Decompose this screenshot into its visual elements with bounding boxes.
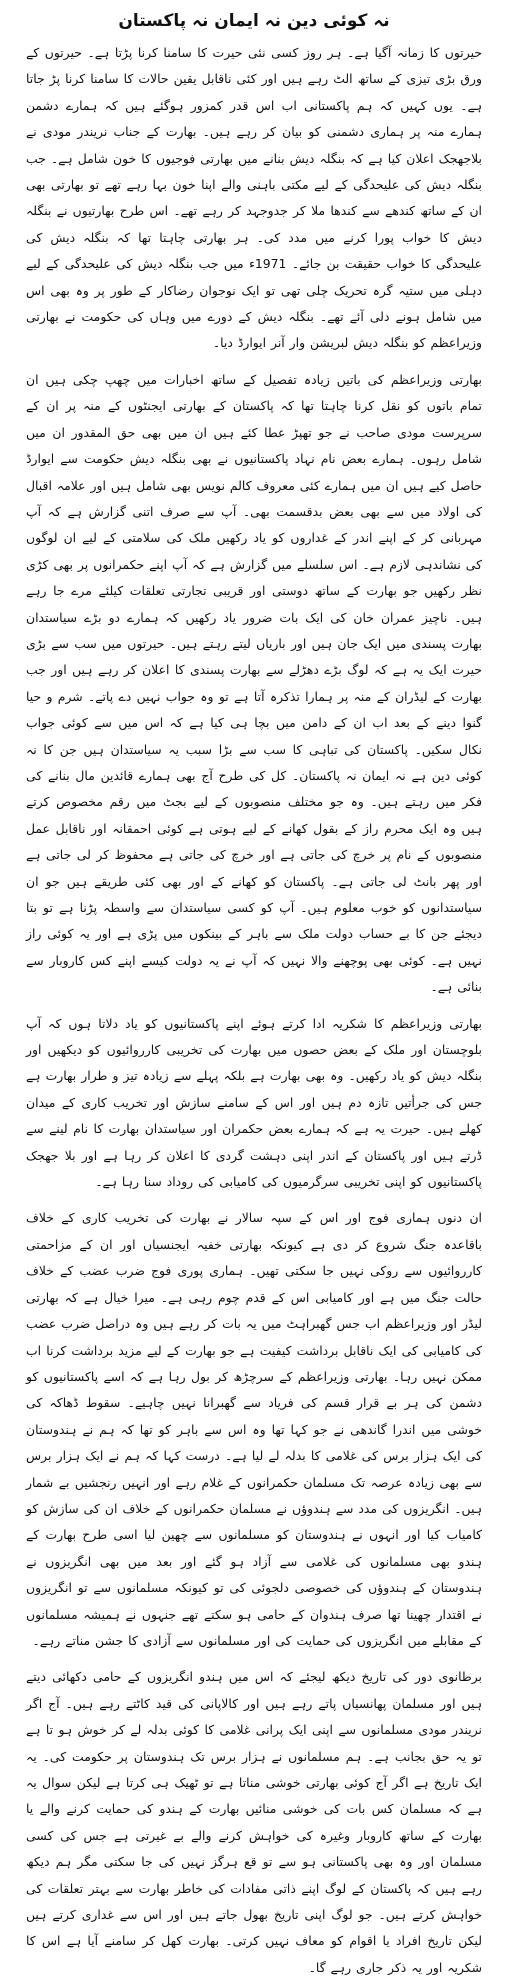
- article-paragraph-5: برطانوی دور کی تاریخ دیکھ لیجئے کہ اس میں ہندو انگریزوں کے حامی دکھائی دیتے ہیں اور مسلمان پھانسیاں پاتے رہے ہیں اور کالاپانی کی قید کاٹتے رہے ہیں۔ آج اگر نریندر مودی مسلمانوں سے اپنی ایک پرانی غلامی کا کوئی بدلہ لے کر خوش ہو تا ہے تو یہ حق بجانب ہے۔ ہم مسلمانوں نے ہزار برس تک ہندوستان پر حکومت کی۔ یہ ایک تاریخ ہے اگر آج کوئی بھارتی خوشی مناتا ہے تو ٹھیک ہی کرتا ہے لیکن سوال یہ ہے کہ مسلمان کس بات کی خوشی منائیں بھارت کے ہندو کی حمایت کرنے والے یا بھارت کے ساتھ کاروبار وغیرہ کی خواہش کرنے والے بے غیرتی ہے جس کی کسی مسلمان اور وہ بھی پاکستانی ہو سے تو قع ہرگز نہیں کی جا سکتی مگر ہم دیکھ رہے ہیں کہ پاکستان کے لوگ اپنے ذاتی مفادات کی خاطر بھارت سے بہتر تعلقات کی خواہش کرتے ہیں۔ جو لوگ اپنی تاریخ بھول جاتے ہیں اور اس سے غداری کرتے ہیں لیکن تاریخ افراد یا اقوام کو معاف نہیں کرتی۔ بھارت کھل کر سامنے آیا ہے اس کا شکریہ اور یہ ذکر جاری رہے گا۔: [26, 1669, 482, 1975]
- article-paragraph-1: حیرتوں کا زمانہ آگیا ہے۔ ہر روز کسی نئی حیرت کا سامنا کرنا پڑتا ہے۔ حیرتوں کے ورق بڑی تیزی کے ساتھ الٹ رہے ہیں اور کئی ناقابل یقین حالات کا سامنا کرنا پڑ جاتا ہے۔ یوں کہیں کہ ہم پاکستانی اب اس قدر کمزور ہوگئے ہیں کہ ہمارے دشمن ہمارے منہ پر ہماری دشمنی کو بیان کر رہے ہیں۔ بھارت کے جناب نریندر مودی نے بلاجھجک اعلان کیا ہے کہ بنگلہ دیش بنانے میں بھارتی فوجیوں کا خون شامل ہے۔ جب بنگلہ دیش کی علیحدگی کے لیے مکتی باہنی والے اپنا خون بہا رہے تھے تو بھارتی بھی ان کے ساتھ کندھے سے کندھا ملا کر جدوجہد کر رہے تھے۔ اس طرح بھارتیوں نے بنگلہ دیش کا خواب پورا کرنے میں مدد کی۔ ہر بھارتی چاہتا تھا کہ بنگلہ دیش کی علیحدگی کا خواب حقیقت بن جائے۔ 1971ء میں جب بنگلہ دیش کی علیحدگی کے لیے دہلی میں ستیہ گرہ تحریک چلی تھی تو ایک نوجوان رضاکار کے طور پر وہ بھی اس میں شامل ہونے دلی آئے تھے۔ بنگلہ دیش کے دورے میں وہاں کی حکومت نے بھارتی وزیراعظم کو بنگلہ دیش لبریشن وار آنر ایوارڈ دیا۔: [26, 45, 482, 351]
- article-body: [26, 40, 482, 1981]
- article-paragraph-4: ان دنوں ہماری فوج اور اس کے سپہ سالار نے بھارت کی تخریب کاری کے خلاف باقاعدہ جنگ شروع کر دی ہے کیونکہ بھارتی خفیہ ایجنسیاں اور ان کے مزاحمتی کارروائیوں سے روکی نہیں جا سکتی تھیں۔ ہماری پوری فوج ضرب عضب کے خلاف حالت جنگ میں ہے اور کامیابی اس کے قدم چوم رہی ہے۔ میرا خیال ہے کہ بھارتی لیڈر اور وزیراعظم اب جس گھبراہٹ میں یہ بات کر رہے ہیں وہ دراصل ضرب عضب کی کامیابی کی ایک ناقابل برداشت کیفیت ہے جو بھارت کے لیے مزید برداشت کرنا اب ممکن نہیں رہا۔ بھارتی وزیراعظم کے سرچڑھ کر بول رہا ہے کہ اسے پاکستانیوں کو دشمن کی ہر بے قرار قسم کی فریاد سے گھبرانا نہیں چاہیے۔ سقوط ڈھاکہ کی خوشی میں اندرا گاندھی نے جو کہا تھا وہ اس سے باہر کو تھا کہ ہم نے ہندوستان کی ایک ہزار برس کی غلامی کا بدلہ لے لیا ہے۔ درست کہا کہ ہم نے ایک ہزار برس سے بھی زیادہ عرصہ تک مسلمان حکمرانوں کے غلام رہے اور انہیں رنجشیں بے شمار ہیں۔ انگریزوں کی مدد سے ہندوؤں نے مسلمان حکمرانوں کے خلاف ان کی سازش کو کامیاب کیا اور انہوں نے ہندوستان کو مسلمانوں سے چھین لیا اسی طرح بھارت کے ہندو بھی مسلمانوں کی غلامی سے آزاد ہو گئے اور بعد میں بھی انگریزوں نے ہندوستان کے ہندوؤں کی خصوصی دلجوئی کی تو کیونکہ مسلمانوں سے تو انگریزوں نے اقتدار چھینا تھا صرف ہندوان کے حامی ہو سکتے تھے جنہوں نے ہمیشہ مسلمانوں کے مقابلے میں انگریزوں کی حمایت کی اور مسلمانوں سے آزادی کا جشن مناتے رہے۔: [26, 1210, 482, 1648]
- article-headline: نہ کوئی دین نہ ایمان نہ پاکستان: [118, 11, 390, 31]
- article-paragraph-3: بھارتی وزیراعظم کا شکریہ ادا کرتے ہوئے اپنے پاکستانیوں کو یاد دلاتا ہوں کہ آپ بلوچستان اور ملک کے بعض حصوں میں بھارت کی تخریبی کارروائیوں کو دیکھیں اور بنگلہ دیش کو یاد رکھیں۔ وہ بھی بھارت ہے بلکہ پہلے سے زیادہ تیز و طرار بھارت ہے جس کی جرأتیں تازہ دم ہیں اور اس کے سامنے سازش اور تخریب کاری کے میدان کھلے ہیں۔ حیرت یہ ہے کہ ہمارے بعض حکمران اور سیاستدان بھارت کا نام لینے سے ڈرتے ہیں اور پاکستان کے اندر اپنی دہشت گردی کا اعلان کر رہا ہے اور بلا جھجک پاکستانیوں کو اپنی تخریبی سرگرمیوں کی کامیابی کی روداد سنا رہا ہے۔: [26, 1015, 482, 1190]
- article-paragraph-2: بھارتی وزیراعظم کی باتیں زیادہ تفصیل کے ساتھ اخبارات میں چھپ چکی ہیں ان تمام باتوں کو نقل کرنا چاہتا تھا کہ پاکستان کے بھارتی ایجنٹوں کے منہ پر ان کے سرپرست مودی صاحب نے جو تھپڑ عطا کئے ہیں ان میں بھی حق المقدور ان میں شامل رہوں۔ ہمارے بعض نام نہاد پاکستانیوں نے بھی بنگلہ دیش حکومت سے ایوارڈ حاصل کیے ہیں ان میں ہمارے کئی معروف کالم نویس بھی شامل ہیں اور علامہ اقبال کی اولاد میں سے بھی بعض بدقسمت بھی۔ آپ سے صرف اتنی گزارش ہے کہ آپ مہربانی کر کے اپنے اندر کے غداروں کو یاد رکھیں ملک کی سلامتی کے لیے ان لوگوں کی نشاندہی لازم ہے۔ اس سلسلے میں گزارش ہے کہ آپ اپنے حکمرانوں پر بھی کڑی نظر رکھیں جو بھارت کے ساتھ دوستی اور قریبی تجارتی تعلقات کیلئے مرے جا رہے ہیں۔ ناچیز عمران خان کی ایک بات ضرور یاد رکھیں کہ ہمارے دو بڑے سیاستدان بھارت پسندی میں ایک جان ہیں اور باریاں لیتے رہتے ہیں۔ حیرتوں میں سب سے بڑی حیرت ایک یہ ہے کہ لوگ بڑے دھڑلے سے بھارت پسندی کا اعلان کر رہے ہیں اور جب بھارت کے لیڈران کے منہ پر ہمارا تذکرہ آتا ہے تو وہ جواب نہیں دے پاتے۔ شرم و حیا گنوا دینے کے بعد اب ان کے دامن میں بچا ہی کیا ہے کہ اس میں سے کوئی جواب نکال سکیں۔ پاکستان کی تباہی کا سب سے بڑا سبب یہ سیاستدان ہیں جن کا نہ کوئی دین ہے نہ ایمان نہ پاکستان۔ کل کی طرح آج بھی ہمارے قائدین مال بنانے کی فکر میں رہتے ہیں۔ وہ جو مختلف منصوبوں کے لیے بجٹ میں رقم مخصوص کرتے ہیں وہ ایک محرم راز کے بقول کھانے کے لیے ہوتی ہے کوئی احمقانہ اور ناقابل عمل منصوبوں کے نام پر خرچ کی جاتی ہے اور خرچ کی جاتی ہے محفوظ کر لی جاتی ہے اور پھر بانٹ لی جاتی ہے۔ پاکستان کو کھانے کے اور بھی کئی طریقے ہیں جو ان سیاستدانوں کو خوب معلوم ہیں۔ آپ کو کسی سیاستدان سے واسطہ پڑنا ہے تو بتا دیجئے جن کا بے حساب دولت ملک سے باہر کے بینکوں میں پڑی ہے اور یہ کوئی راز نہیں ہے۔ کوئی بھی پوچھنے والا نہیں کہ آپ نے یہ دولت کیسے اپنے کس کاروبار سے بنائی ہے۔: [26, 371, 482, 995]
